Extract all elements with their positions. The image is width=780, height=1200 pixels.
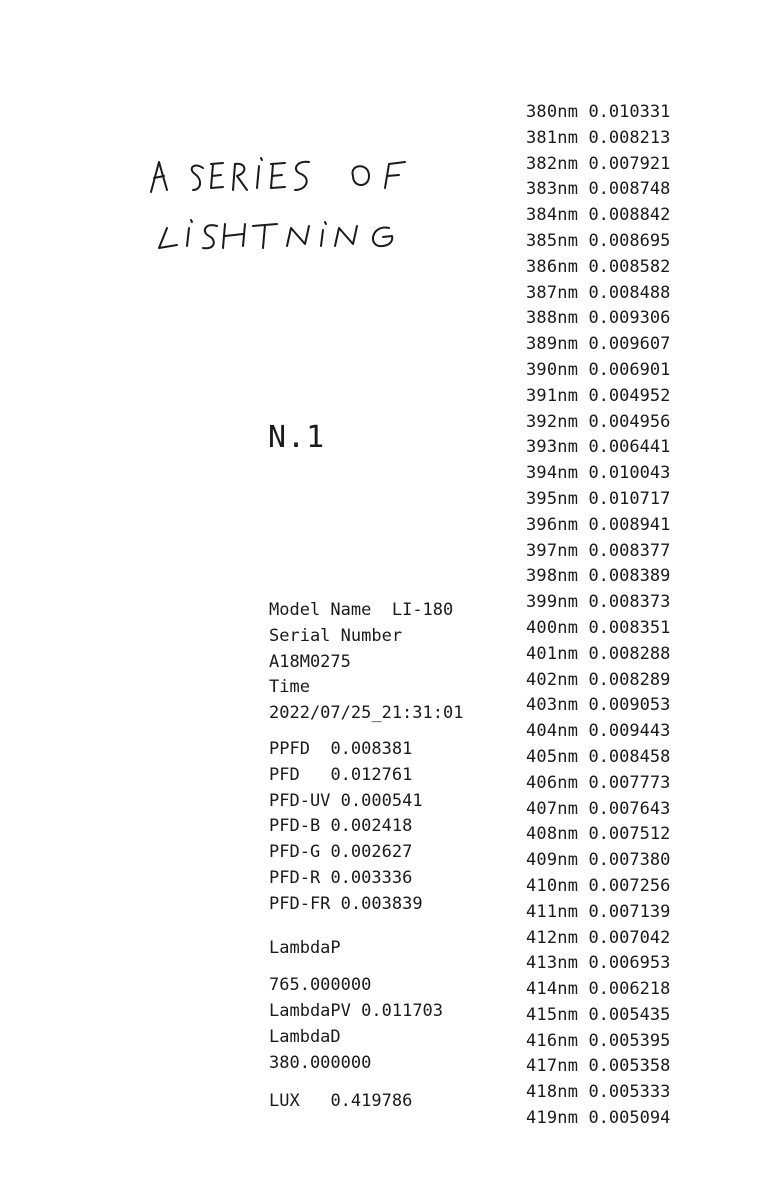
- spectrum-wavelength: 393nm: [526, 437, 579, 458]
- spectrum-value: 0.008941: [588, 514, 671, 535]
- spectrum-value: 0.006218: [588, 979, 671, 1000]
- ppfd-label: PPFD: [269, 738, 310, 759]
- spectrum-value: 0.008373: [588, 592, 671, 613]
- spectrum-value: 0.005094: [588, 1108, 671, 1129]
- spectrum-wavelength: 391nm: [526, 385, 579, 406]
- time-value: 2022/07/25_21:31:01: [269, 703, 464, 724]
- lux-label: LUX: [269, 1090, 300, 1111]
- spectrum-wavelength: 404nm: [526, 721, 579, 742]
- spectrum-wavelength: 380nm: [526, 102, 579, 122]
- spectrum-value: 0.004952: [588, 385, 671, 406]
- spectrum-wavelength: 417nm: [526, 1056, 579, 1077]
- spectrum-row: [526, 177, 756, 203]
- spectrum-value: 0.008842: [588, 205, 671, 226]
- spectrum-row: [526, 642, 756, 668]
- spectrum-row: [526, 229, 756, 255]
- spectrum-value: 0.008289: [588, 669, 671, 690]
- spectrum-value: 0.008695: [588, 230, 671, 251]
- lambdapv-label: LambdaPV: [269, 1001, 351, 1022]
- spectrum-value: 0.005435: [588, 1004, 671, 1025]
- spectrum-row: [526, 797, 756, 823]
- spectrum-wavelength: 388nm: [526, 308, 579, 329]
- spectrum-wavelength: 401nm: [526, 643, 579, 664]
- pfd-fr-row: [269, 892, 509, 918]
- pfd-b-value: 0.002418: [330, 816, 413, 837]
- spectrum-wavelength: 384nm: [526, 205, 579, 226]
- spectrum-value: 0.006901: [588, 359, 671, 380]
- spectrum-row: [526, 693, 756, 719]
- spectrum-wavelength: 381nm: [526, 127, 579, 148]
- spectrum-value: 0.005333: [588, 1082, 671, 1103]
- spectrum-wavelength: 402nm: [526, 669, 579, 690]
- spectrum-value: 0.007643: [588, 798, 671, 819]
- spectrum-row: [526, 977, 756, 1003]
- spectrum-value: 0.007512: [588, 824, 671, 845]
- spectrum-wavelength: 385nm: [526, 230, 579, 251]
- model-name-row: [269, 598, 509, 624]
- spectrum-row: [526, 1080, 756, 1106]
- spectrum-row: [526, 203, 756, 229]
- lambdap-value: 765.000000: [269, 975, 372, 996]
- pfd-row: [269, 763, 509, 789]
- lux-value: 0.419786: [330, 1090, 413, 1111]
- serial-number-label: Serial Number: [269, 625, 403, 646]
- spectrum-value: 0.008377: [588, 540, 671, 561]
- ppfd-value: 0.008381: [330, 738, 413, 759]
- spectrum-value: 0.007773: [588, 772, 671, 793]
- spectrum-row: [526, 590, 756, 616]
- spectrum-value: 0.010331: [588, 102, 671, 122]
- pfd-uv-row: [269, 789, 509, 815]
- spectrum-row: [526, 745, 756, 771]
- spectrum-wavelength: 409nm: [526, 850, 579, 871]
- spectrum-wavelength: 395nm: [526, 488, 579, 509]
- spectrum-row: [526, 1003, 756, 1029]
- spectrum-row: [526, 281, 756, 307]
- spectrum-row: [526, 487, 756, 513]
- pfd-r-row: [269, 866, 509, 892]
- spectrum-value: 0.010717: [588, 488, 671, 509]
- spectrum-wavelength: 405nm: [526, 746, 579, 767]
- pfd-value: 0.012761: [330, 764, 413, 785]
- spectrum-row: [526, 564, 756, 590]
- spectrum-wavelength: 390nm: [526, 359, 579, 380]
- spectrum-wavelength: 407nm: [526, 798, 579, 819]
- spectrum-value: 0.008288: [588, 643, 671, 664]
- spectrum-row: [526, 951, 756, 977]
- spectrum-row: [526, 152, 756, 178]
- spectrum-wavelength: 394nm: [526, 463, 579, 484]
- spectrum-value: 0.010043: [588, 463, 671, 484]
- spectrum-row: [526, 822, 756, 848]
- pfd-fr-label: PFD-FR: [269, 893, 331, 914]
- spectrum-row: [526, 461, 756, 487]
- spectrum-row: [526, 384, 756, 410]
- spectrum-row: [526, 410, 756, 436]
- spectrum-value: 0.009306: [588, 308, 671, 329]
- spectrum-row: [526, 1054, 756, 1080]
- spectrum-value: 0.006953: [588, 953, 671, 974]
- spectrum-row: [526, 332, 756, 358]
- spectrum-row: [526, 874, 756, 900]
- spectrum-value: 0.009443: [588, 721, 671, 742]
- spectrum-wavelength: 410nm: [526, 875, 579, 896]
- spectrum-row: [526, 1029, 756, 1055]
- spectrum-wavelength: 399nm: [526, 592, 579, 613]
- spectrum-wavelength: 400nm: [526, 617, 579, 638]
- spectrum-row: [526, 255, 756, 281]
- lambdad-value: 380.000000: [269, 1052, 372, 1073]
- spectrum-value: 0.004956: [588, 411, 671, 432]
- spectrum-wavelength: 412nm: [526, 927, 579, 948]
- spectrum-row: [526, 668, 756, 694]
- spectrum-list: [526, 100, 756, 1132]
- spectrum-wavelength: 416nm: [526, 1030, 579, 1051]
- model-name-value: LI-180: [391, 600, 454, 620]
- spectrum-value: 0.008488: [588, 282, 671, 303]
- time-label: Time: [269, 677, 310, 698]
- handwritten-title: [145, 148, 505, 258]
- spectrum-wavelength: 408nm: [526, 824, 579, 845]
- spectrum-wavelength: 406nm: [526, 772, 579, 793]
- spectrum-wavelength: 418nm: [526, 1082, 579, 1103]
- measurement-metadata: [269, 598, 509, 1114]
- spectrum-value: 0.009607: [588, 334, 671, 355]
- spectrum-value: 0.008351: [588, 617, 671, 638]
- spectrum-value: 0.008748: [588, 179, 671, 200]
- spectrum-wavelength: 413nm: [526, 953, 579, 974]
- pfd-uv-label: PFD-UV: [269, 790, 331, 811]
- pfd-label: PFD: [269, 764, 300, 785]
- spectrum-value: 0.008582: [588, 256, 671, 277]
- spectrum-row: [526, 435, 756, 461]
- pfd-g-label: PFD-G: [269, 842, 321, 863]
- spectrum-row: [526, 771, 756, 797]
- spectrum-value: 0.009053: [588, 695, 671, 716]
- spectrum-value: 0.007380: [588, 850, 671, 871]
- spectrum-wavelength: 411nm: [526, 901, 579, 922]
- spectrum-wavelength: 419nm: [526, 1108, 579, 1129]
- pfd-fr-value: 0.003839: [340, 893, 423, 914]
- spectrum-row: [526, 1106, 756, 1132]
- pfd-g-row: [269, 840, 509, 866]
- serial-number-value: A18M0275: [269, 651, 351, 672]
- pfd-r-value: 0.003336: [330, 867, 413, 888]
- spectrum-row: [526, 900, 756, 926]
- spectrum-wavelength: 397nm: [526, 540, 579, 561]
- spectrum-wavelength: 403nm: [526, 695, 579, 716]
- issue-number: N.1: [268, 420, 326, 455]
- lambdapv-value: 0.011703: [361, 1001, 444, 1022]
- spectrum-wavelength: 414nm: [526, 979, 579, 1000]
- spectrum-row: [526, 848, 756, 874]
- spectrum-value: 0.007139: [588, 901, 671, 922]
- spectrum-row: [526, 616, 756, 642]
- lambdad-label: LambdaD: [269, 1026, 341, 1047]
- spectrum-wavelength: 382nm: [526, 153, 579, 174]
- spectrum-value: 0.008458: [588, 746, 671, 767]
- spectrum-wavelength: 415nm: [526, 1004, 579, 1025]
- spectrum-wavelength: 383nm: [526, 179, 579, 200]
- spectrum-row: [526, 126, 756, 152]
- pfd-uv-value: 0.000541: [340, 790, 423, 811]
- spectrum-row: [526, 100, 756, 126]
- spectrum-value: 0.008213: [588, 127, 671, 148]
- spectrum-row: [526, 719, 756, 745]
- spectrum-value: 0.007921: [588, 153, 671, 174]
- handwritten-title-drawing: [145, 148, 505, 258]
- lux-row: [269, 1089, 509, 1115]
- spectrum-value: 0.006441: [588, 437, 671, 458]
- pfd-b-row: [269, 814, 509, 840]
- lambdapv-row: [269, 999, 509, 1025]
- spectrum-row: [526, 926, 756, 952]
- spectrum-wavelength: 387nm: [526, 282, 579, 303]
- spectrum-value: 0.007256: [588, 875, 671, 896]
- spectrum-wavelength: 398nm: [526, 566, 579, 587]
- lambdap-label: LambdaP: [269, 937, 341, 958]
- pfd-g-value: 0.002627: [330, 842, 413, 863]
- spectrum-value: 0.007042: [588, 927, 671, 948]
- pfd-b-label: PFD-B: [269, 816, 321, 837]
- pfd-r-label: PFD-R: [269, 867, 321, 888]
- spectrum-wavelength: 396nm: [526, 514, 579, 535]
- spectrum-wavelength: 392nm: [526, 411, 579, 432]
- spectrum-value: 0.005358: [588, 1056, 671, 1077]
- spectrum-value: 0.005395: [588, 1030, 671, 1051]
- spectrum-row: [526, 358, 756, 384]
- spectrum-row: [526, 513, 756, 539]
- ppfd-row: [269, 737, 509, 763]
- spectrum-row: [526, 306, 756, 332]
- spectrum-row: [526, 539, 756, 565]
- spectrum-value: 0.008389: [588, 566, 671, 587]
- model-name-label: Model Name: [269, 600, 372, 620]
- spectrum-wavelength: 389nm: [526, 334, 579, 355]
- spectrum-wavelength: 386nm: [526, 256, 579, 277]
